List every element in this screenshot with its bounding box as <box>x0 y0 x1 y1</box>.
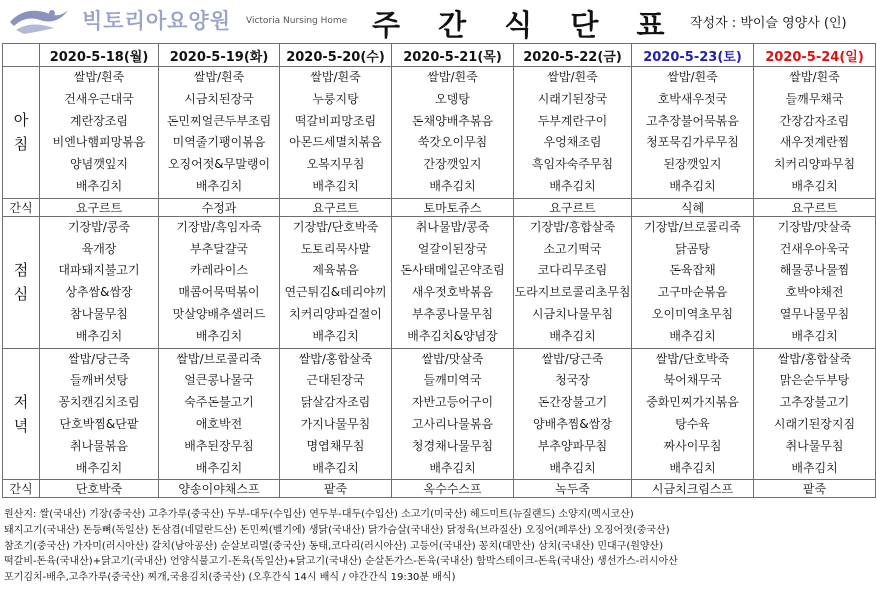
dish-item: 청포묵김가루무침 <box>646 135 739 150</box>
snack-item: 옥수수스프 <box>392 480 514 498</box>
dish-item: 애호박전 <box>195 416 243 431</box>
dish-item: 도라지브로콜리초무침 <box>514 285 631 300</box>
dish-item: 배추김치 <box>669 178 716 193</box>
dish-item: 맛살양배추샐러드 <box>172 306 266 321</box>
dish-item: 코다리무조림 <box>537 263 608 278</box>
dish-item: 연근튀김&데리야끼 <box>284 285 387 300</box>
dish-item: 배추김치&양념장 <box>407 328 498 343</box>
dish-item: 양념깻잎지 <box>70 157 128 172</box>
dish-item: 배추김치 <box>549 460 596 475</box>
snack-row <box>3 480 876 498</box>
dish-item: 계란장조림 <box>70 113 128 128</box>
origin-note-line: 떡갈비-돈육(국내산)+닭고기(국내산) 언양식불고기-돈육(독일산)+닭고기(국내산) 순살돈가스-돈육(국내산) 함박스테이크-돈육(국내산) 생선가스-러시아산 <box>4 556 678 568</box>
dish-item: 쌀밥/흰죽 <box>193 70 245 84</box>
dish-item: 가지나물무침 <box>300 416 371 431</box>
dish-item: 배추김치 <box>669 460 716 475</box>
logo-subtitle: Victoria Nursing Home <box>246 16 348 26</box>
snack-item: 요구르트 <box>514 198 632 216</box>
dish-item: 들깨버섯탕 <box>70 373 128 388</box>
dish-item: 도토리묵사발 <box>300 241 371 256</box>
dish-item: 들깨무채국 <box>785 91 844 106</box>
breakfast-day-cell <box>754 67 876 199</box>
dish-item: 해물콩나물찜 <box>779 263 850 278</box>
dish-item: 시금치나물무침 <box>531 306 614 321</box>
dish-item: 쌀밥/흰죽 <box>427 70 478 84</box>
dish-item: 배추김치 <box>75 178 123 193</box>
dish-item: 근대된장국 <box>306 373 365 388</box>
dish-item: 아몬드세멸치볶음 <box>289 135 382 150</box>
dish-item: 카레라이스 <box>190 263 248 278</box>
dish-item: 오복지무침 <box>306 157 365 172</box>
dish-item: 쌀밥/홍합살죽 <box>777 351 852 366</box>
dish-item: 고사리나물볶음 <box>411 416 494 431</box>
dinner-day-cell <box>280 348 392 480</box>
snack-label: 간식 <box>3 480 40 498</box>
day-header: 2020-5-19(화) <box>159 44 280 67</box>
snack-label: 간식 <box>3 198 40 216</box>
dish-item: 배추김치 <box>429 460 476 475</box>
dish-item: 닭살감자조림 <box>300 395 371 410</box>
dish-item: 참나물무침 <box>70 306 128 321</box>
dish-item: 숙주돈불고기 <box>184 395 254 410</box>
dish-item: 취나물볶음 <box>70 438 128 453</box>
dish-item: 짜사이무침 <box>663 438 722 453</box>
lunch-day-cell <box>514 216 632 348</box>
dish-item: 쌀밥/당근죽 <box>67 351 130 366</box>
dish-item: 호박야채전 <box>785 285 844 300</box>
day-header: 2020-5-21(목) <box>392 44 514 67</box>
dish-item: 두부계란구이 <box>537 113 608 128</box>
dish-item: 배추김치 <box>312 328 359 343</box>
snack-item: 단호박죽 <box>40 480 159 498</box>
dinner-day-cell <box>392 348 514 480</box>
lunch-day-cell <box>40 216 159 348</box>
day-header: 2020-5-18(월) <box>40 44 159 67</box>
dish-item: 미역줄기팽이볶음 <box>172 135 266 150</box>
dish-item: 소고기떡국 <box>543 241 602 256</box>
breakfast-label: 아 침 <box>3 67 40 199</box>
dish-item: 고구마순볶음 <box>657 285 728 300</box>
dish-item: 배추김치 <box>549 178 596 193</box>
snack-item: 식혜 <box>632 198 754 216</box>
snack-item: 요구르트 <box>40 198 159 216</box>
weekly-menu-table <box>2 43 876 498</box>
dish-item: 돈채양배추볶음 <box>411 113 494 128</box>
dish-item: 배추된장무침 <box>184 438 254 453</box>
dish-item: 배추김치 <box>791 460 838 475</box>
dish-item: 배추김치 <box>312 460 359 475</box>
dish-item: 배추김치 <box>195 328 243 343</box>
dish-item: 오이미역초무침 <box>651 306 734 321</box>
meal-row <box>3 216 876 348</box>
dish-item: 열무나물무침 <box>779 306 850 321</box>
dish-item: 탕수육 <box>675 416 710 431</box>
dish-item: 기장밥/단호박죽 <box>292 219 379 234</box>
dish-item: 기장밥/콩죽 <box>67 219 130 234</box>
dish-item: 쌀밥/단호박죽 <box>655 351 730 366</box>
dinner-day-cell <box>514 348 632 480</box>
lunch-label: 점 심 <box>3 216 40 348</box>
logo-title: 빅토리아요양원 <box>82 9 232 33</box>
dish-item: 배추김치 <box>75 328 123 343</box>
dinner-day-cell <box>40 348 159 480</box>
dish-item: 쌀밥/흰죽 <box>73 70 125 84</box>
dish-item: 새우젓계란찜 <box>779 135 850 150</box>
dish-item: 자반고등어구이 <box>411 395 494 410</box>
dish-item: 오징어젓&무말랭이 <box>167 157 271 172</box>
dish-item: 배추김치 <box>75 460 123 475</box>
breakfast-day-cell <box>514 67 632 199</box>
dish-item: 배추김치 <box>195 178 243 193</box>
dish-item: 명엽채무침 <box>306 438 365 453</box>
breakfast-day-cell <box>280 67 392 199</box>
corner-cell <box>3 44 40 67</box>
dish-item: 쌀밥/맛살죽 <box>421 351 484 366</box>
dish-item: 시래기된장국 <box>537 91 608 106</box>
dish-item: 건새우근대국 <box>64 91 134 106</box>
logo-icon <box>6 4 70 38</box>
snack-item: 팥죽 <box>754 480 876 498</box>
dish-item: 단호박찜&단팥 <box>59 416 139 431</box>
dish-item: 부추양파무침 <box>537 438 608 453</box>
dish-item: 된장깻잎지 <box>663 157 722 172</box>
snack-item: 시금치크림스프 <box>632 480 754 498</box>
dish-item: 배추김치 <box>791 328 838 343</box>
meal-row <box>3 67 876 199</box>
snack-item: 수정과 <box>159 198 280 216</box>
dish-item: 배추김치 <box>549 328 596 343</box>
meal-row <box>3 348 876 480</box>
snack-item: 녹두죽 <box>514 480 632 498</box>
dish-item: 시금치된장국 <box>184 91 254 106</box>
dish-item: 간장감자조림 <box>779 113 850 128</box>
snack-item: 양송이야채스프 <box>159 480 280 498</box>
dish-item: 기장밥/흥합살죽 <box>529 219 616 234</box>
dish-item: 떡갈비피망조림 <box>294 113 377 128</box>
dish-item: 맑은순두부탕 <box>779 373 850 388</box>
dish-item: 부추달걀국 <box>190 241 248 256</box>
dish-item: 상추쌈&쌈장 <box>65 285 133 300</box>
dish-item: 부추콩나물무침 <box>411 306 494 321</box>
dish-item: 누룽지탕 <box>312 91 359 106</box>
dish-item: 얼갈이된장국 <box>417 241 488 256</box>
dish-item: 우엉채조림 <box>543 135 602 150</box>
dinner-day-cell <box>632 348 754 480</box>
dish-item: 들깨미역국 <box>423 373 482 388</box>
dish-item: 치커리양파겉절이 <box>289 306 382 321</box>
dish-item: 취나물무침 <box>785 438 844 453</box>
dish-item: 쌀밥/브로콜리죽 <box>176 351 262 366</box>
snack-row <box>3 198 876 216</box>
lunch-day-cell <box>392 216 514 348</box>
dish-item: 닭곰탕 <box>675 241 710 256</box>
dish-item: 배추김치 <box>791 178 838 193</box>
dish-item: 오뎅탕 <box>435 91 470 106</box>
origin-note-line: 돼지고기(국내산) 돈등뼈(독일산) 돈삼겹(네덜란드산) 돈민찌(벨기에) 생닭(국내산) 닭가슴살(국내산) 닭정육(브라질산) 오징어(페루산) 오징어젓(중국산) <box>4 524 670 536</box>
dish-item: 호박새우젓국 <box>657 91 728 106</box>
dish-item: 배추김치 <box>669 328 716 343</box>
origin-notes <box>4 507 874 586</box>
origin-note-line: 포기김치-배추,고추가루(중국산) 찌개,국용김치(중국산) (오후간식 14시 배식 / 야간간식 19:30분 배식) <box>4 572 456 584</box>
breakfast-day-cell <box>159 67 280 199</box>
day-header: 2020-5-20(수) <box>280 44 392 67</box>
breakfast-day-cell <box>392 67 514 199</box>
dish-item: 청국장 <box>555 373 590 388</box>
lunch-day-cell <box>280 216 392 348</box>
day-header: 2020-5-22(금) <box>514 44 632 67</box>
author-info: 작성자 : 박이슬 영양사 (인) <box>690 16 847 31</box>
dish-item: 매콤어묵떡볶이 <box>178 285 260 300</box>
dish-item: 기장밥/흑임자죽 <box>176 219 262 234</box>
dish-item: 돈간장불고기 <box>537 395 608 410</box>
snack-item: 요구르트 <box>280 198 392 216</box>
snack-item: 토마토쥬스 <box>392 198 514 216</box>
lunch-day-cell <box>632 216 754 348</box>
origin-note-line: 참조기(중국산) 가자미(러시아산) 갈치(남아공산) 순살보리멸(중국산) 동태,코다리(러시아산) 고등어(국내산) 꽁치(대만산) 삼치(국내산) 민대구(원양산) <box>4 540 664 552</box>
dish-item: 쌀밥/당근죽 <box>541 351 604 366</box>
dinner-day-cell <box>159 348 280 480</box>
page-header <box>0 0 877 42</box>
dish-item: 시래기된장지짐 <box>773 416 856 431</box>
dish-item: 쌀밥/흰죽 <box>789 70 840 84</box>
dish-item: 비엔나햄피망볶음 <box>52 135 146 150</box>
dish-item: 쌀밥/흰죽 <box>310 70 361 84</box>
dish-item: 청경채나물무침 <box>411 438 494 453</box>
breakfast-day-cell <box>632 67 754 199</box>
dish-item: 기장밥/맛살죽 <box>777 219 852 234</box>
dish-item: 쌀밥/홍합살죽 <box>298 351 373 366</box>
snack-item: 팥죽 <box>280 480 392 498</box>
dish-item: 북어채무국 <box>663 373 722 388</box>
dish-item: 배추김치 <box>429 178 476 193</box>
breakfast-day-cell <box>40 67 159 199</box>
dish-item: 고추장불고기 <box>779 395 850 410</box>
snack-item: 요구르트 <box>754 198 876 216</box>
origin-note-line: 원산지: 쌀(국내산) 기장(중국산) 고추가루(중국산) 두부-대두(수입산) 연두부-대두(수입산) 소고기(미국산) 헤드미트(뉴질랜드) 소양지(멕시코산) <box>4 509 634 520</box>
dish-item: 제육볶음 <box>312 263 359 278</box>
dish-item: 치커리양파무침 <box>773 157 856 172</box>
dish-item: 기장밥/브로콜리죽 <box>644 219 741 234</box>
dinner-day-cell <box>754 348 876 480</box>
day-header-sunday: 2020-5-24(일) <box>754 44 876 67</box>
day-header-saturday: 2020-5-23(토) <box>632 44 754 67</box>
dish-item: 고추장불어묵볶음 <box>646 113 739 128</box>
dish-item: 돈사태메일곤약조림 <box>400 263 505 278</box>
dish-item: 간장깻잎지 <box>423 157 482 172</box>
dish-item: 건새우아욱국 <box>779 241 850 256</box>
page-title: 주 간 식 단 표 <box>372 8 679 42</box>
dish-item: 양배추찜&쌈장 <box>533 416 612 431</box>
dish-item: 돈육잡채 <box>669 263 716 278</box>
dish-item: 대파돼지불고기 <box>58 263 140 278</box>
dinner-label: 저 녁 <box>3 348 40 480</box>
lunch-day-cell <box>159 216 280 348</box>
dish-item: 쌀밥/흰죽 <box>667 70 718 84</box>
dish-item: 쑥갓오이무침 <box>417 135 488 150</box>
dish-item: 새우젓호박볶음 <box>411 285 494 300</box>
dish-item: 배추김치 <box>312 178 359 193</box>
date-header-row <box>3 44 876 67</box>
dish-item: 흑임자숙주무침 <box>531 157 614 172</box>
dish-item: 꽁치캔김치조림 <box>58 395 140 410</box>
dish-item: 배추김치 <box>195 460 243 475</box>
dish-item: 얼큰콩나물국 <box>184 373 254 388</box>
dish-item: 육개장 <box>81 241 117 256</box>
dish-item: 쌀밥/흰죽 <box>547 70 598 84</box>
lunch-day-cell <box>754 216 876 348</box>
dish-item: 돈민찌얼큰두부조림 <box>166 113 272 128</box>
dish-item: 취나물밥/콩죽 <box>415 219 490 234</box>
dish-item: 중화민찌가지볶음 <box>646 395 739 410</box>
